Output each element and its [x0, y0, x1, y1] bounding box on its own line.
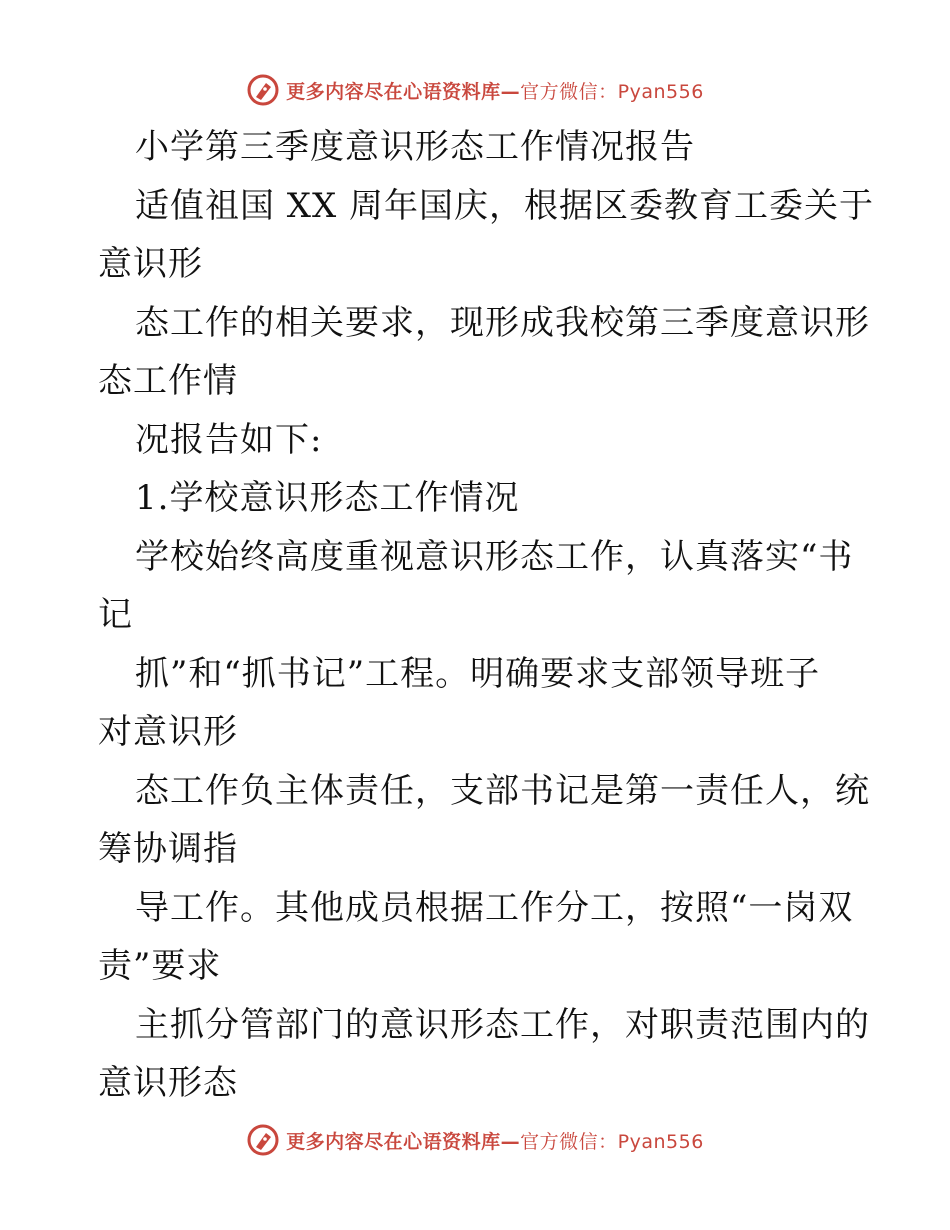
paragraph-line: 态工作负主体责任，支部书记是第一责任人，统	[135, 770, 870, 811]
banner-dash: —	[500, 80, 521, 103]
paragraph-line: 适值祖国 XX 周年国庆，根据区委教育工委关于	[135, 185, 875, 226]
paragraph-line: 况报告如下:	[135, 419, 323, 460]
banner-main-text: 更多内容尽在心语资料库	[286, 80, 501, 103]
banner-wechat: 官方微信：Pyan556	[520, 1130, 704, 1153]
paragraph-line: 抓”和“抓书记”工程。明确要求支部领导班子	[135, 653, 821, 694]
paragraph-line: 记	[98, 595, 133, 635]
banner-dash: —	[500, 1130, 521, 1153]
paragraph-line: 主抓分管部门的意识形态工作，对职责范围内的	[135, 1004, 870, 1045]
pen-nib-logo-icon	[246, 73, 280, 107]
paragraph-line: 态工作情	[98, 361, 238, 401]
document-title: 小学第三季度意识形态工作情况报告	[135, 127, 695, 167]
paragraph-line: 意识形	[98, 244, 203, 284]
document-body	[0, 118, 950, 1113]
footer-banner	[0, 1120, 950, 1160]
paragraph-line: 筹协调指	[98, 829, 238, 869]
paragraph-line: 意识形态	[98, 1063, 238, 1103]
paragraph-line: 态工作的相关要求，现形成我校第三季度意识形	[135, 302, 870, 343]
banner-text	[286, 1127, 704, 1154]
pen-nib-logo-icon	[246, 1123, 280, 1157]
paragraph-line: 学校始终高度重视意识形态工作，认真落实“书	[135, 536, 854, 577]
banner-main-text: 更多内容尽在心语资料库	[286, 1130, 501, 1153]
section-heading: 1.学校意识形态工作情况	[135, 478, 520, 518]
paragraph-line: 导工作。其他成员根据工作分工，按照“一岗双	[135, 887, 854, 928]
paragraph-line: 责”要求	[98, 946, 222, 986]
banner-wechat: 官方微信：Pyan556	[520, 80, 704, 103]
banner-text	[286, 77, 704, 104]
paragraph-line: 对意识形	[98, 712, 238, 752]
header-banner	[0, 70, 950, 110]
